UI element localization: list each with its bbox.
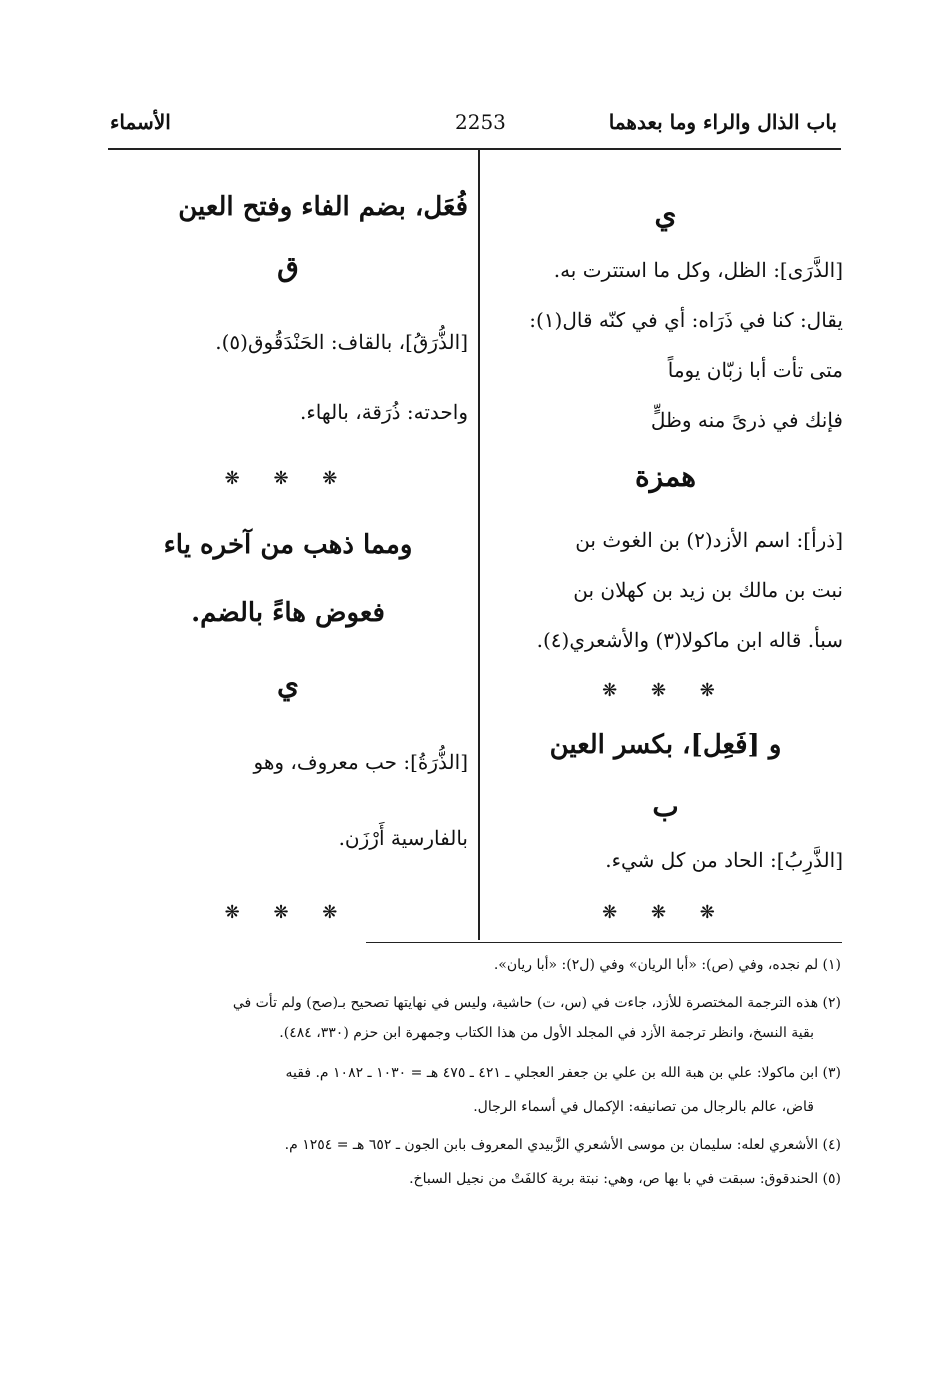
entry-line: [الذَّرِبُ]: الحاد من كل شيء. (605, 848, 843, 872)
entry-line: يقال: كنا في ذَرَاه: أي في كنّه قال(١): (529, 308, 843, 332)
separator-stars: ❋ ❋ ❋ (602, 902, 729, 923)
letter-heading-ya: ي (277, 668, 299, 701)
footnote: (١) لم نجده، وفي (ص): «أبا الريان» وفي (ل٢): «أبا ريان». (493, 957, 841, 973)
entry-line: بالفارسية أَرْزَن. (338, 826, 468, 850)
entry-line: [الذُّرَقُ]، بالقاف: الحَنْدَقُوق(٥). (215, 330, 468, 354)
letter-heading-ya: ي (654, 198, 677, 231)
entry-line: [الذُّرَةُ]: حب معروف، وهو (253, 750, 468, 774)
entry-line: [ذرأ]: اسم الأزد(٢) بن الغوث بن (575, 528, 843, 552)
section-heading: فعوض هاءً بالضم. (191, 598, 385, 628)
letter-heading-qaf: ق (277, 250, 299, 283)
section-heading: ومما ذهب من آخره ياء (163, 530, 413, 560)
verse-line: فإنك في ذرىً منه وظلٍّ (650, 408, 843, 432)
section-title: الأسماء (110, 110, 171, 134)
entry-line: نبت بن مالك بن زيد بن كهلان بن (573, 578, 843, 602)
entry-line: [الذَّرَى]: الظل، وكل ما استترت به. (553, 258, 843, 282)
header-rule (108, 148, 841, 150)
entry-line: سبأ. قاله ابن ماكولا(٣) والأشعري(٤). (536, 628, 843, 652)
letter-heading-ba: ب (652, 790, 679, 823)
entry-line: واحدته: ذُرَقة، بالهاء. (300, 400, 468, 424)
column-divider (478, 150, 480, 940)
section-heading: و [فَعِل]، بكسر العين (549, 730, 782, 760)
separator-stars: ❋ ❋ ❋ (224, 468, 352, 489)
footnote: (٤) الأشعري لعله: سليمان بن موسى الأشعري الزَّبيدي المعروف بابن الجون ـ ٦٥٢ هـ = ١٢٥٤ م. (284, 1137, 841, 1153)
footnote-rule (366, 942, 842, 943)
chapter-title: باب الذال والراء وما بعدهما (608, 110, 837, 134)
separator-stars: ❋ ❋ ❋ (224, 902, 352, 923)
footnote: (٣) ابن ماكولا: علي بن هبة الله بن علي بن جعفر العجلي ـ ٤٢١ ـ ٤٧٥ هـ = ١٠٣٠ ـ ١٠٨٢ م. فقيه (285, 1065, 841, 1081)
page-number: 2253 (455, 110, 506, 134)
footnote: (٢) هذه الترجمة المختصرة للأزد، جاءت في (س، ت) حاشية، وليس في نهايتها تصحيح بـ(صح) ولم تأت في (232, 995, 841, 1011)
hamza-heading: همزة (634, 460, 697, 493)
section-heading: فُعَل، بضم الفاء وفتح العين (178, 192, 468, 222)
separator-stars: ❋ ❋ ❋ (602, 680, 729, 701)
footnote: (٥) الحندقوق: سبقت في با بها ص، وهي: نبتة برية كالفَتْ من نجيل السباخ. (409, 1171, 841, 1187)
footnote-continuation: قاض، عالم بالرجال من تصانيفه: الإكمال في أسماء الرجال. (473, 1099, 814, 1115)
verse-line: متى تأت أبا زبّان يوماً (667, 358, 843, 382)
footnote-continuation: بقية النسخ، وانظر ترجمة الأزد في المجلد الأول من هذا الكتاب وجمهرة ابن حزم (٣٣٠، ٤٨٤). (279, 1025, 814, 1041)
